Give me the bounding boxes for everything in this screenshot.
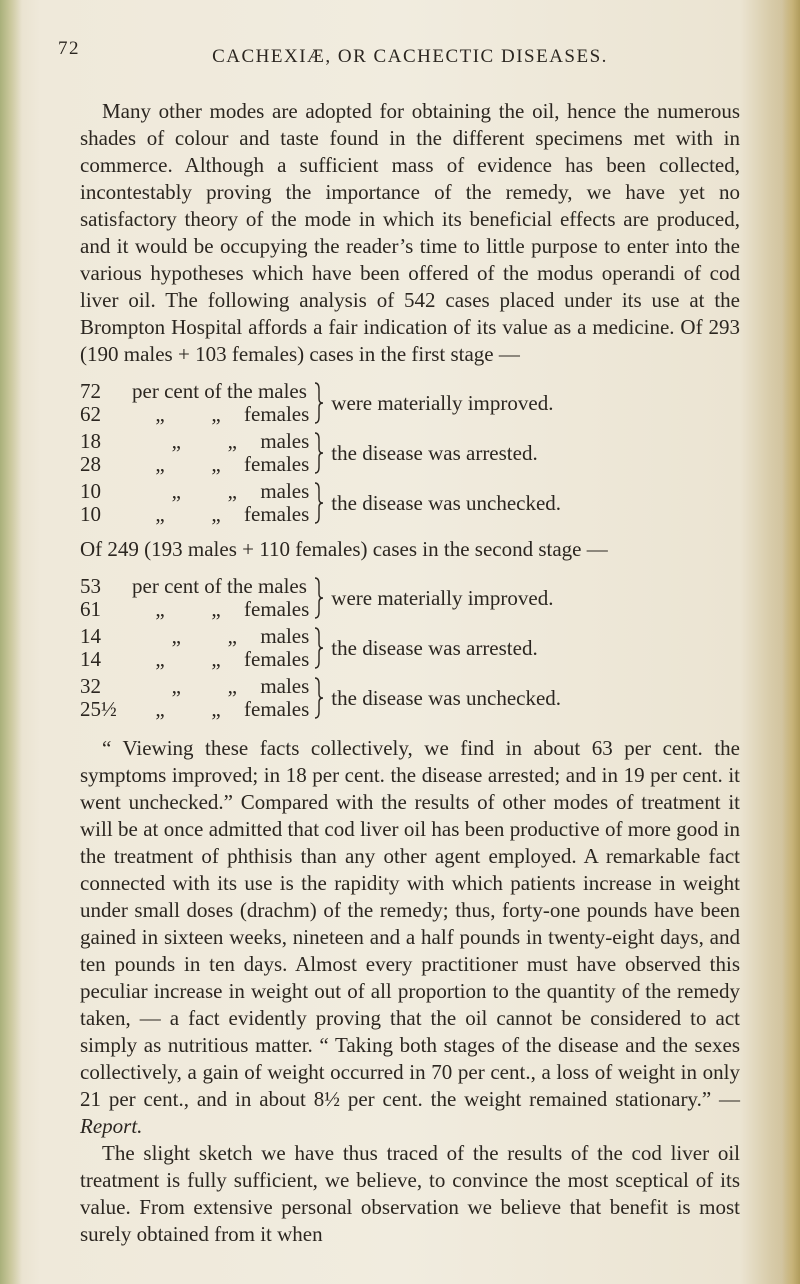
stat-label <box>132 675 309 698</box>
paragraph-viewing-text: “ Viewing these facts collectively, we find in about 63 per cent. the symptoms improved; in 18 per cent. the disease arrested; and in 19 per cent. it went unchecked.” Compared with the results of other modes of treatment it will be at once admitted that cod liver oil has been productive of more good in the treatment of phthisis than any other agent employed. A remarkable fact connected with its use is the rapidity with which patients increase in weight under small doses (drachm) of the remedy; thus, forty-one pounds have been gained in sixteen weeks, nineteen and a half pounds in twenty-eight days, and ten pounds in ten days. Almost every practitioner must have observed this peculiar increase in weight out of all proportion to the quantity of the remedy taken, — a fact evidently proving that the oil cannot be considered to act simply as nutritious matter. “ Taking both stages of the disease and the sexes collectively, a gain of weight occurred in 70 per cent., a loss of weight in only 21 per cent., and in about 8½ per cent. the weight remained stationary.” — <box>80 736 740 1111</box>
stat-sex: females <box>244 647 310 671</box>
stat-label <box>132 625 309 648</box>
stat-sex: females <box>244 452 310 476</box>
brace-icon <box>313 576 325 620</box>
stat-label <box>132 403 309 426</box>
stat-rows <box>80 430 309 476</box>
stat-row <box>80 698 309 721</box>
stat-rows <box>80 380 309 426</box>
ditto-mark: „ <box>211 647 221 671</box>
stat-group <box>80 480 740 526</box>
brace-icon <box>313 481 325 525</box>
page-content <box>58 38 740 1248</box>
stat-percent: 61 <box>80 597 101 621</box>
ditto-mark: „ <box>155 402 165 426</box>
ditto-mark: „ <box>227 479 237 503</box>
stat-percent: 10 <box>80 502 101 526</box>
brace-icon <box>313 431 325 475</box>
stat-percent: 14 <box>80 647 101 671</box>
stat-row <box>80 380 309 403</box>
stat-percent: 72 <box>80 379 101 403</box>
stat-label <box>132 598 309 621</box>
citation-report: Report. <box>80 1114 143 1138</box>
stat-sex: females <box>244 697 310 721</box>
stat-percent: 53 <box>80 574 101 598</box>
running-header <box>58 38 740 68</box>
stat-percent: 32 <box>80 674 101 698</box>
brace-icon <box>313 676 325 720</box>
stat-label <box>132 453 309 476</box>
paragraph-intro: Many other modes are adopted for obtaining the oil, hence the numerous shades of colour and taste found in the different specimens met with in commerce. Although a sufficient mass of evidence has been collected, incontestably proving the importance of the remedy, we have yet no satisfactory theory of the mode in which its beneficial effects are produced, and it would be occupying the reader’s time to little purpose to enter into the various hypotheses which have been offered of the modus operandi of cod liver oil. The following analysis of 542 cases placed under its use at the Brompton Hospital affords a fair indication of its value as a medicine. Of 293 (190 males + 103 females) cases in the first stage — <box>80 99 740 366</box>
ditto-mark: „ <box>155 697 165 721</box>
stat-row <box>80 503 309 526</box>
ditto-mark: „ <box>227 624 237 648</box>
stat-sex: females <box>244 597 310 621</box>
stat-row <box>80 403 309 426</box>
stat-sex: females <box>244 402 310 426</box>
ditto-mark: „ <box>155 452 165 476</box>
stat-row <box>80 480 309 503</box>
stat-percent: 18 <box>80 429 101 453</box>
stat-row <box>80 598 309 621</box>
stat-result: the disease was unchecked. <box>331 685 562 710</box>
stage-two-intro: Of 249 (193 males + 110 females) cases in the second stage — <box>80 537 608 561</box>
stat-result: the disease was unchecked. <box>331 490 562 515</box>
ditto-mark: „ <box>211 402 221 426</box>
stat-row <box>80 675 309 698</box>
stat-group <box>80 575 740 621</box>
stat-label-text: per cent of the males <box>132 379 307 403</box>
page-number: 72 <box>58 38 80 59</box>
ditto-mark: „ <box>171 624 181 648</box>
stat-label <box>132 648 309 671</box>
page-gutter <box>0 0 22 1284</box>
stat-row <box>80 625 309 648</box>
stat-result: the disease was arrested. <box>331 635 538 660</box>
stat-rows <box>80 575 309 621</box>
ditto-mark: „ <box>227 674 237 698</box>
stat-rows <box>80 625 309 671</box>
stat-label <box>132 480 309 503</box>
stat-percent: 10 <box>80 479 101 503</box>
ditto-mark: „ <box>155 597 165 621</box>
stat-percent: 25½ <box>80 697 117 721</box>
stat-sex: males <box>260 429 310 453</box>
ditto-mark: „ <box>171 429 181 453</box>
brace-icon <box>313 381 325 425</box>
stat-result: were materially improved. <box>331 585 554 610</box>
ditto-mark: „ <box>211 502 221 526</box>
stat-row <box>80 430 309 453</box>
stat-row <box>80 648 309 671</box>
stat-sex: males <box>260 624 310 648</box>
ditto-mark: „ <box>155 647 165 671</box>
ditto-mark: „ <box>171 479 181 503</box>
paragraph-viewing <box>80 735 740 1140</box>
stat-sex: males <box>260 479 310 503</box>
stat-label <box>132 380 309 403</box>
stat-percent: 62 <box>80 402 101 426</box>
stat-row <box>80 453 309 476</box>
stat-label-text: per cent of the males <box>132 574 307 598</box>
ditto-mark: „ <box>211 697 221 721</box>
stage-one-table <box>80 380 740 526</box>
stat-group <box>80 625 740 671</box>
stat-label <box>132 430 309 453</box>
stat-sex: females <box>244 502 310 526</box>
ditto-mark: „ <box>227 429 237 453</box>
ditto-mark: „ <box>171 674 181 698</box>
stat-percent: 28 <box>80 452 101 476</box>
stat-label <box>132 503 309 526</box>
stat-result: the disease was arrested. <box>331 440 538 465</box>
stat-rows <box>80 675 309 721</box>
running-title: CACHEXIÆ, OR CACHECTIC DISEASES. <box>212 46 608 67</box>
stage-two-table <box>80 575 740 721</box>
stat-group <box>80 380 740 426</box>
stat-group <box>80 430 740 476</box>
page-edge <box>782 0 800 1284</box>
ditto-mark: „ <box>211 597 221 621</box>
paragraph-conclusion: The slight sketch we have thus traced of the results of the cod liver oil treatment is fully sufficient, we believe, to convince the most sceptical of its value. From extensive personal observation we believe that benefit is most surely obtained from it when <box>80 1141 740 1246</box>
brace-icon <box>313 626 325 670</box>
stat-label <box>132 575 309 598</box>
stat-group <box>80 675 740 721</box>
stat-result: were materially improved. <box>331 390 554 415</box>
stat-sex: males <box>260 674 310 698</box>
stat-percent: 14 <box>80 624 101 648</box>
stat-row <box>80 575 309 598</box>
ditto-mark: „ <box>211 452 221 476</box>
stat-label <box>132 698 309 721</box>
ditto-mark: „ <box>155 502 165 526</box>
stat-rows <box>80 480 309 526</box>
